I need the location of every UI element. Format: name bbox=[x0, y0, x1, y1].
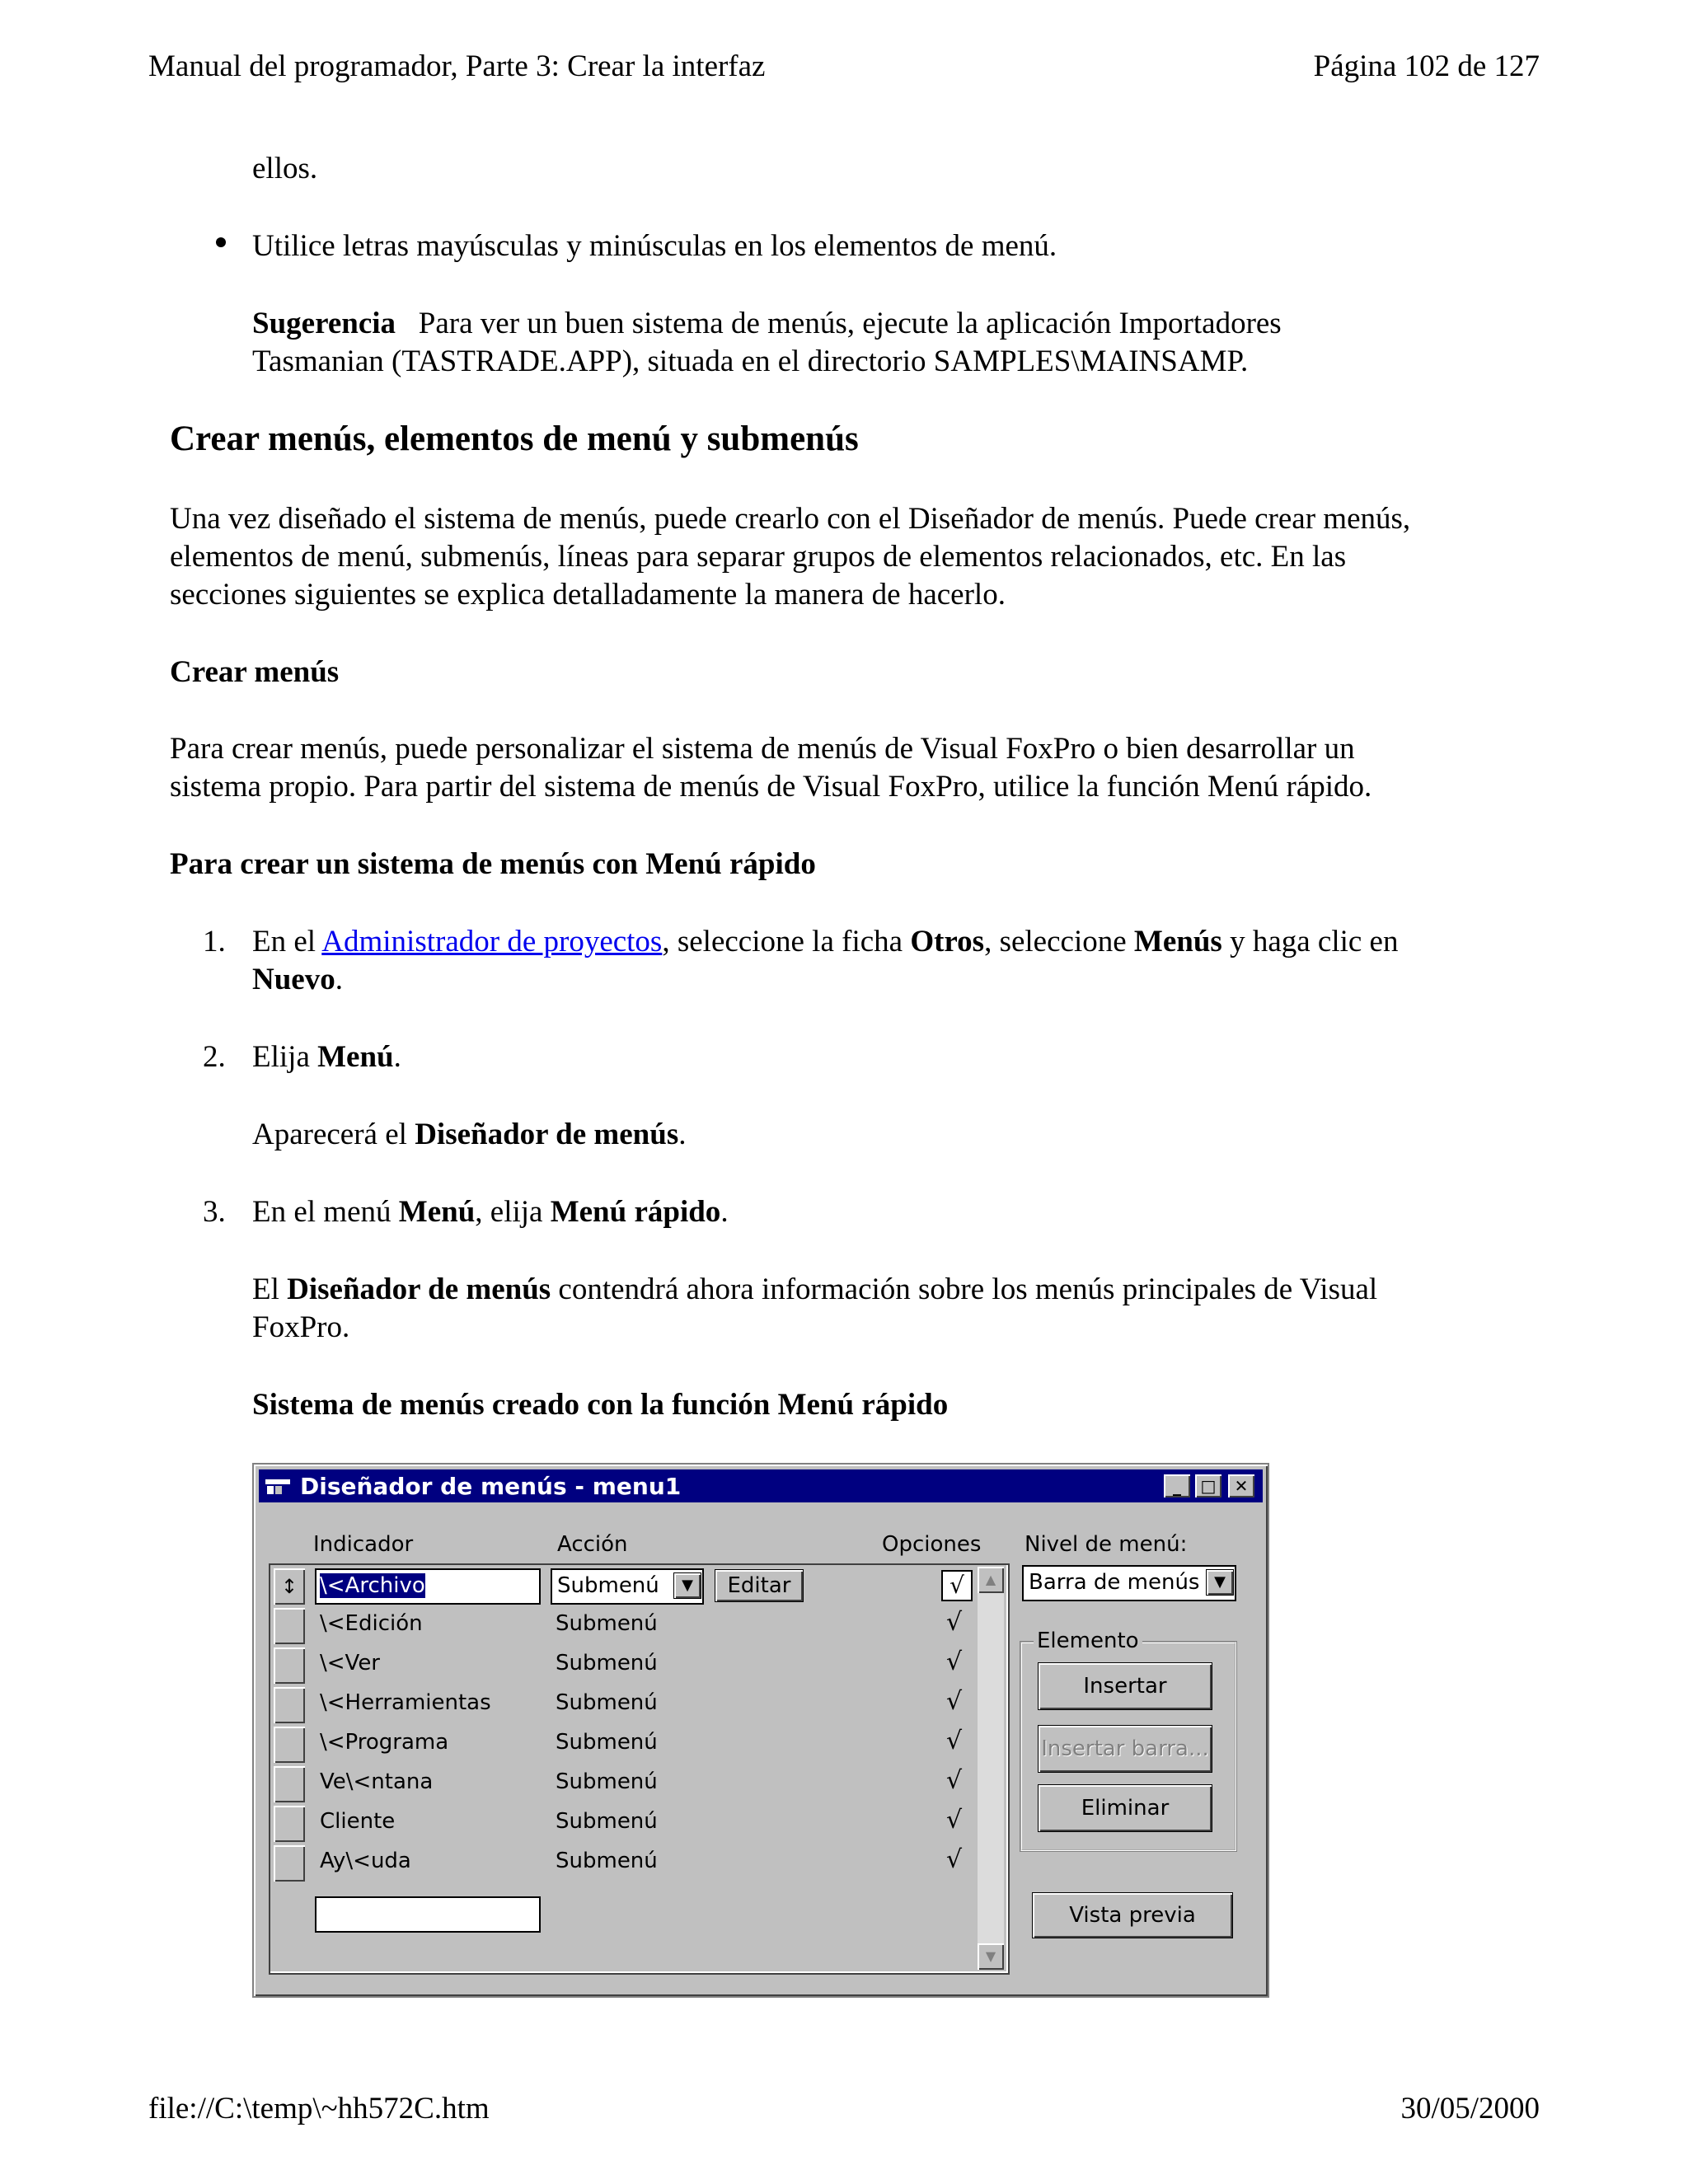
tip-label: Sugerencia bbox=[252, 307, 396, 340]
check-icon[interactable]: √ bbox=[946, 1845, 963, 1874]
figure-caption: Sistema de menús creado con la función Menú rápido bbox=[252, 1388, 949, 1422]
menu-designer-dialog bbox=[252, 1463, 1269, 1998]
column-indicator-label: Indicador bbox=[313, 1532, 414, 1557]
prompt-text: \<Archivo bbox=[320, 1573, 425, 1598]
row-mover[interactable] bbox=[274, 1766, 305, 1802]
preview-button[interactable]: Vista previa bbox=[1033, 1893, 1232, 1938]
step-1-text-cont: Nuevo. bbox=[252, 963, 343, 996]
step-3-number: 3. bbox=[203, 1195, 226, 1229]
subsection-line-1: Para crear menús, puede personalizar el sistema de menús de Visual FoxPro o bien desarrollar un bbox=[170, 732, 1355, 766]
step-3-note-cont: FoxPro. bbox=[252, 1310, 350, 1344]
prompt-text[interactable]: Ve\<ntana bbox=[320, 1769, 434, 1794]
page-footer-url: file://C:\temp\~hh572C.htm bbox=[148, 2092, 490, 2125]
element-group bbox=[1020, 1629, 1236, 1851]
step-2-note: Aparecerá el Diseñador de menús. bbox=[252, 1118, 687, 1151]
continuation-text: ellos. bbox=[252, 152, 318, 185]
action-select-value: Submenú bbox=[557, 1573, 659, 1598]
action-text[interactable]: Submenú bbox=[556, 1651, 658, 1675]
tip-line-2: Tasmanian (TASTRADE.APP), situada en el directorio SAMPLES\MAINSAMP. bbox=[252, 344, 1249, 378]
tip-line-1 bbox=[252, 305, 1282, 343]
minimize-button[interactable]: _ bbox=[1164, 1474, 1190, 1497]
step-3-note: El Diseñador de menús contendrá ahora información sobre los menús principales de Visual bbox=[252, 1272, 1378, 1306]
step-2-text: Elija Menú. bbox=[252, 1040, 401, 1074]
bullet-item: Utilice letras mayúsculas y minúsculas en los elementos de menú. bbox=[252, 229, 1057, 263]
prompt-input-active[interactable] bbox=[315, 1568, 541, 1605]
menu-items-grid bbox=[269, 1563, 1010, 1975]
step-2-number: 2. bbox=[203, 1040, 226, 1074]
intro-line-3: secciones siguientes se explica detalladamente la manera de hacerlo. bbox=[170, 578, 1006, 612]
edit-button[interactable]: Editar bbox=[715, 1570, 803, 1601]
page-header-title: Manual del programador, Parte 3: Crear la interfaz bbox=[148, 49, 766, 83]
prompt-text[interactable]: \<Programa bbox=[320, 1730, 449, 1755]
chevron-down-icon[interactable]: ▼ bbox=[674, 1573, 701, 1598]
element-group-label: Elemento bbox=[1034, 1629, 1142, 1653]
row-mover-active[interactable]: ↕ bbox=[274, 1568, 305, 1605]
close-button[interactable]: ✕ bbox=[1228, 1474, 1254, 1497]
column-options-label: Opciones bbox=[882, 1532, 982, 1557]
subsection-line-2: sistema propio. Para partir del sistema de menús de Visual FoxPro, utilice la función Menú rápido. bbox=[170, 770, 1372, 804]
check-icon[interactable]: √ bbox=[946, 1687, 963, 1716]
prompt-text[interactable]: Cliente bbox=[320, 1809, 396, 1834]
row-mover[interactable] bbox=[274, 1845, 305, 1882]
check-icon[interactable]: √ bbox=[946, 1766, 963, 1795]
row-mover[interactable] bbox=[274, 1806, 305, 1842]
scroll-up-icon[interactable]: ▲ bbox=[978, 1567, 1004, 1593]
chevron-down-icon[interactable]: ▼ bbox=[1207, 1570, 1233, 1595]
check-icon[interactable]: √ bbox=[946, 1806, 963, 1835]
options-button[interactable] bbox=[941, 1570, 973, 1601]
row-mover[interactable] bbox=[274, 1608, 305, 1644]
tip-text-1: Para ver un buen sistema de menús, ejecute la aplicación Importadores bbox=[418, 307, 1282, 340]
check-icon[interactable]: √ bbox=[946, 1608, 963, 1637]
row-mover[interactable] bbox=[274, 1687, 305, 1723]
new-prompt-input[interactable] bbox=[315, 1896, 541, 1933]
dialog-title-bar[interactable] bbox=[259, 1469, 1263, 1502]
procedure-heading: Para crear un sistema de menús con Menú rápido bbox=[170, 847, 816, 881]
prompt-text[interactable]: Ay\<uda bbox=[320, 1849, 411, 1873]
section-heading: Crear menús, elementos de menú y submenús bbox=[170, 419, 859, 458]
action-text[interactable]: Submenú bbox=[556, 1611, 658, 1636]
step-1-text: En el Administrador de proyectos, seleccione la ficha Otros, seleccione Menús y haga clic en bbox=[252, 925, 1399, 958]
action-text[interactable]: Submenú bbox=[556, 1809, 658, 1834]
menu-level-value: Barra de menús bbox=[1029, 1570, 1200, 1595]
menu-designer-icon bbox=[265, 1478, 290, 1496]
prompt-text[interactable]: \<Ver bbox=[320, 1651, 380, 1675]
column-action-label: Acción bbox=[557, 1532, 628, 1557]
intro-line-2: elementos de menú, submenús, líneas para separar grupos de elementos relacionados, etc. En las bbox=[170, 540, 1347, 574]
project-manager-link[interactable]: Administrador de proyectos bbox=[321, 925, 663, 958]
check-icon[interactable]: √ bbox=[946, 1727, 963, 1755]
insert-bar-button[interactable]: Insertar barra... bbox=[1039, 1726, 1212, 1772]
insert-button[interactable]: Insertar bbox=[1039, 1663, 1212, 1709]
intro-line-1: Una vez diseñado el sistema de menús, puede crearlo con el Diseñador de menús. Puede crear menús, bbox=[170, 502, 1411, 536]
scroll-down-icon[interactable]: ▼ bbox=[978, 1943, 1004, 1970]
dialog-title: Diseñador de menús - menu1 bbox=[300, 1473, 682, 1500]
menu-level-label: Nivel de menú: bbox=[1025, 1532, 1188, 1557]
delete-button[interactable]: Eliminar bbox=[1039, 1785, 1212, 1831]
check-icon[interactable]: √ bbox=[946, 1647, 963, 1676]
prompt-text[interactable]: \<Edición bbox=[320, 1611, 423, 1636]
action-select[interactable] bbox=[551, 1568, 704, 1605]
action-text[interactable]: Submenú bbox=[556, 1690, 658, 1715]
menu-level-select[interactable] bbox=[1022, 1565, 1236, 1601]
step-1-number: 1. bbox=[203, 925, 226, 958]
bullet-dot-icon bbox=[216, 237, 226, 247]
page-number: Página 102 de 127 bbox=[1313, 49, 1540, 83]
subsection-heading: Crear menús bbox=[170, 655, 340, 689]
row-mover[interactable] bbox=[274, 1647, 305, 1684]
action-text[interactable]: Submenú bbox=[556, 1730, 658, 1755]
action-text[interactable]: Submenú bbox=[556, 1769, 658, 1794]
row-mover[interactable] bbox=[274, 1727, 305, 1763]
check-icon: √ bbox=[950, 1572, 964, 1599]
maximize-button[interactable]: □ bbox=[1195, 1474, 1221, 1497]
step-3-text: En el menú Menú, elija Menú rápido. bbox=[252, 1195, 729, 1229]
page-footer-date: 30/05/2000 bbox=[1400, 2092, 1540, 2125]
grid-scrollbar[interactable] bbox=[978, 1567, 1004, 1970]
action-text[interactable]: Submenú bbox=[556, 1849, 658, 1873]
prompt-text[interactable]: \<Herramientas bbox=[320, 1690, 491, 1715]
